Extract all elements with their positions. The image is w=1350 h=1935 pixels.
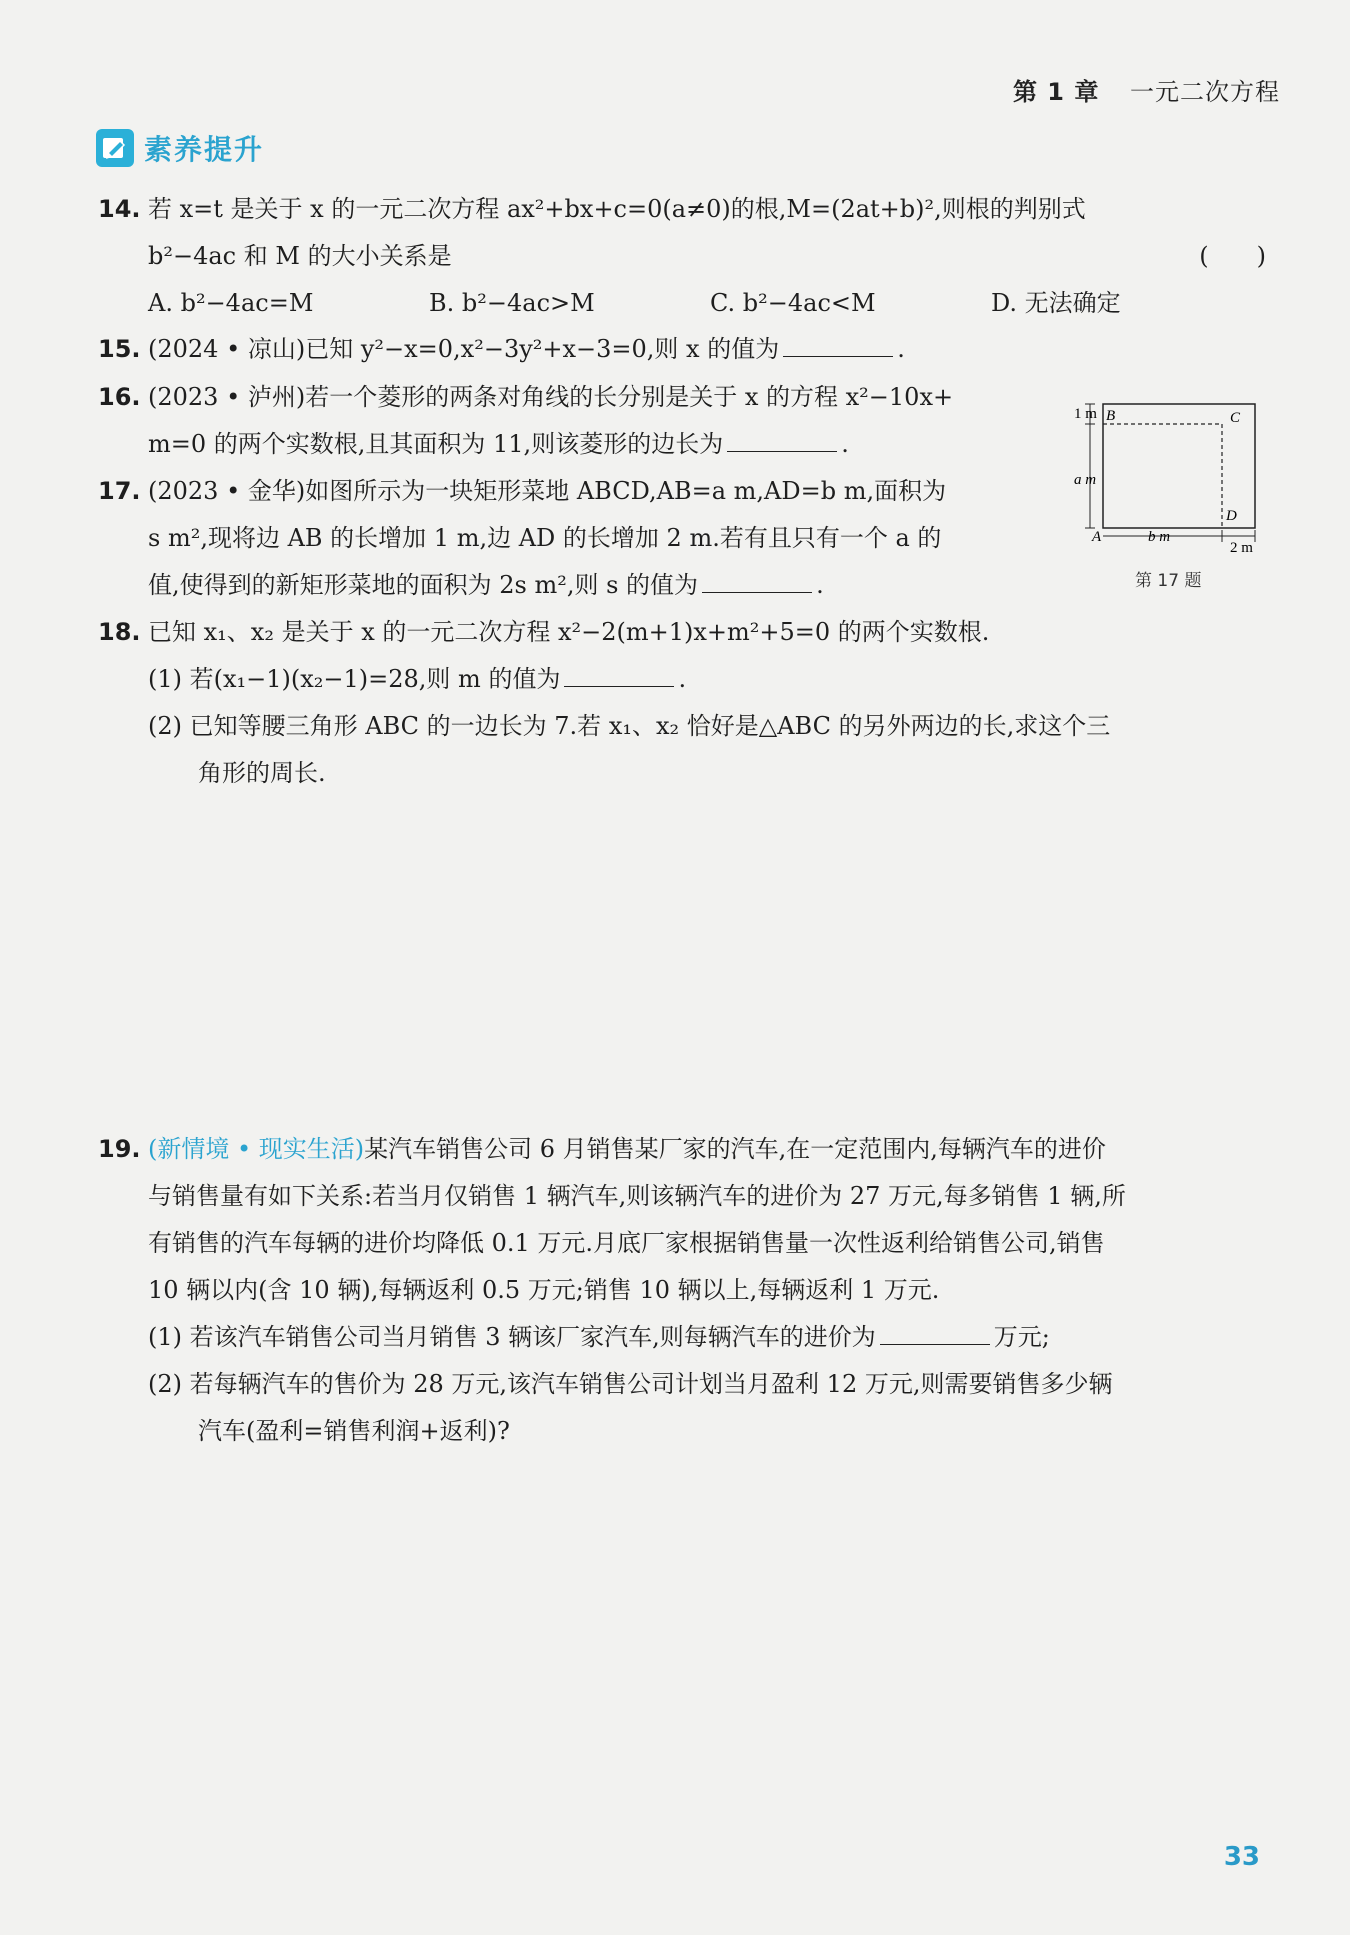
answer-blank[interactable] [727,421,837,452]
question-text: s m²,现将边 AB 的长增加 1 m,边 AD 的长增加 2 m.若有且只有一个 a 的 [148,524,942,552]
question-text: 与销售量有如下关系:若当月仅销售 1 辆汽车,则该辆汽车的进价为 27 万元,每多销售 1 辆,所 [148,1182,1126,1210]
question-text: 10 辆以内(含 10 辆),每辆返利 0.5 万元;销售 10 辆以上,每辆返利 1 万元. [148,1276,940,1304]
subquestion-2-cont: 汽车(盈利=销售利润+返利)? [198,1417,510,1445]
period: . [816,571,824,599]
question-number: 15. [98,335,141,363]
label-c: C [1230,410,1241,426]
context-tag: (新情境 • 现实生活) [148,1135,365,1163]
answer-blank[interactable] [564,656,674,687]
question-number: 18. [98,618,141,646]
label-a-m: a m [1074,472,1097,488]
label-a: A [1092,529,1102,545]
question-18 [98,609,1272,797]
answer-parentheses[interactable]: ( ) [1199,242,1266,270]
chapter-title: 一元二次方程 [1130,78,1280,106]
question-14 [98,186,1272,327]
question-text: 有销售的汽车每辆的进价均降低 0.1 万元.月底厂家根据销售量一次性返利给销售公司,销售 [148,1229,1105,1257]
subquestion-1: (1) 若(x₁−1)(x₂−1)=28,则 m 的值为 [148,665,561,693]
option-b[interactable]: B. b²−4ac>M [429,289,595,317]
answer-blank[interactable] [880,1314,990,1345]
question-number: 16. [98,383,141,411]
question-text: (2024 • 凉山)已知 y²−x=0,x²−3y²+x−3=0,则 x 的值为 [148,335,780,363]
question-text: (2023 • 泸州)若一个菱形的两条对角线的长分别是关于 x 的方程 x²−10x+ [148,383,954,411]
question-text: (2023 • 金华)如图所示为一块矩形菜地 ABCD,AB=a m,AD=b m,面积为 [148,477,947,505]
question-text: 某汽车销售公司 6 月销售某厂家的汽车,在一定范围内,每辆汽车的进价 [364,1135,1106,1163]
subquestion-2-cont: 角形的周长. [198,759,326,787]
question-text: 值,使得到的新矩形菜地的面积为 2s m²,则 s 的值为 [148,571,699,599]
figure-caption: 第 17 题 [1135,571,1202,591]
period: . [678,665,687,693]
unit-label: 万元; [993,1323,1050,1351]
period: . [841,430,849,458]
section-title: 素养提升 [144,133,265,166]
answer-options [98,280,1272,327]
label-one-m: 1 m [1074,406,1097,422]
question-15 [98,326,1272,373]
question-text: 若 x=t 是关于 x 的一元二次方程 ax²+bx+c=0(a≠0)的根,M=(2at+b)²,则根的判别式 [148,195,1086,223]
question-number: 17. [98,477,141,505]
subquestion-2: (2) 已知等腰三角形 ABC 的一边长为 7.若 x₁、x₂ 恰好是△ABC 的另外两边的长,求这个三 [148,712,1111,740]
chapter-number: 第 1 章 [1012,78,1100,106]
subquestion-1: (1) 若该汽车销售公司当月销售 3 辆该厂家汽车,则每辆汽车的进价为 [148,1323,876,1351]
label-b-m: b m [1148,529,1171,545]
question-text: 已知 x₁、x₂ 是关于 x 的一元二次方程 x²−2(m+1)x+m²+5=0 的两个实数根. [148,618,990,646]
chapter-header [1013,72,1280,107]
option-c[interactable]: C. b²−4ac<M [710,289,876,317]
question-19 [98,1126,1272,1455]
period: . [897,335,905,363]
rectangle-garden-figure [1074,398,1278,578]
pencil-book-icon [96,129,134,167]
question-text: b²−4ac 和 M 的大小关系是 [148,242,452,270]
question-17 [98,468,1050,609]
option-d[interactable]: D. 无法确定 [991,289,1121,317]
page-number: 33 [1223,1842,1260,1872]
answer-blank[interactable] [783,326,893,357]
answer-blank[interactable] [702,562,812,593]
question-number: 14. [98,195,141,223]
label-two-m: 2 m [1230,540,1253,556]
subquestion-2: (2) 若每辆汽车的售价为 28 万元,该汽车销售公司计划当月盈利 12 万元,则需要销售多少辆 [148,1370,1113,1398]
question-16 [98,374,1050,468]
question-text: m=0 的两个实数根,且其面积为 11,则该菱形的边长为 [148,430,724,458]
option-a[interactable]: A. b²−4ac=M [148,289,314,317]
label-d: D [1226,508,1237,524]
label-b: B [1106,408,1116,424]
section-heading [96,128,264,168]
question-number: 19. [98,1135,141,1163]
